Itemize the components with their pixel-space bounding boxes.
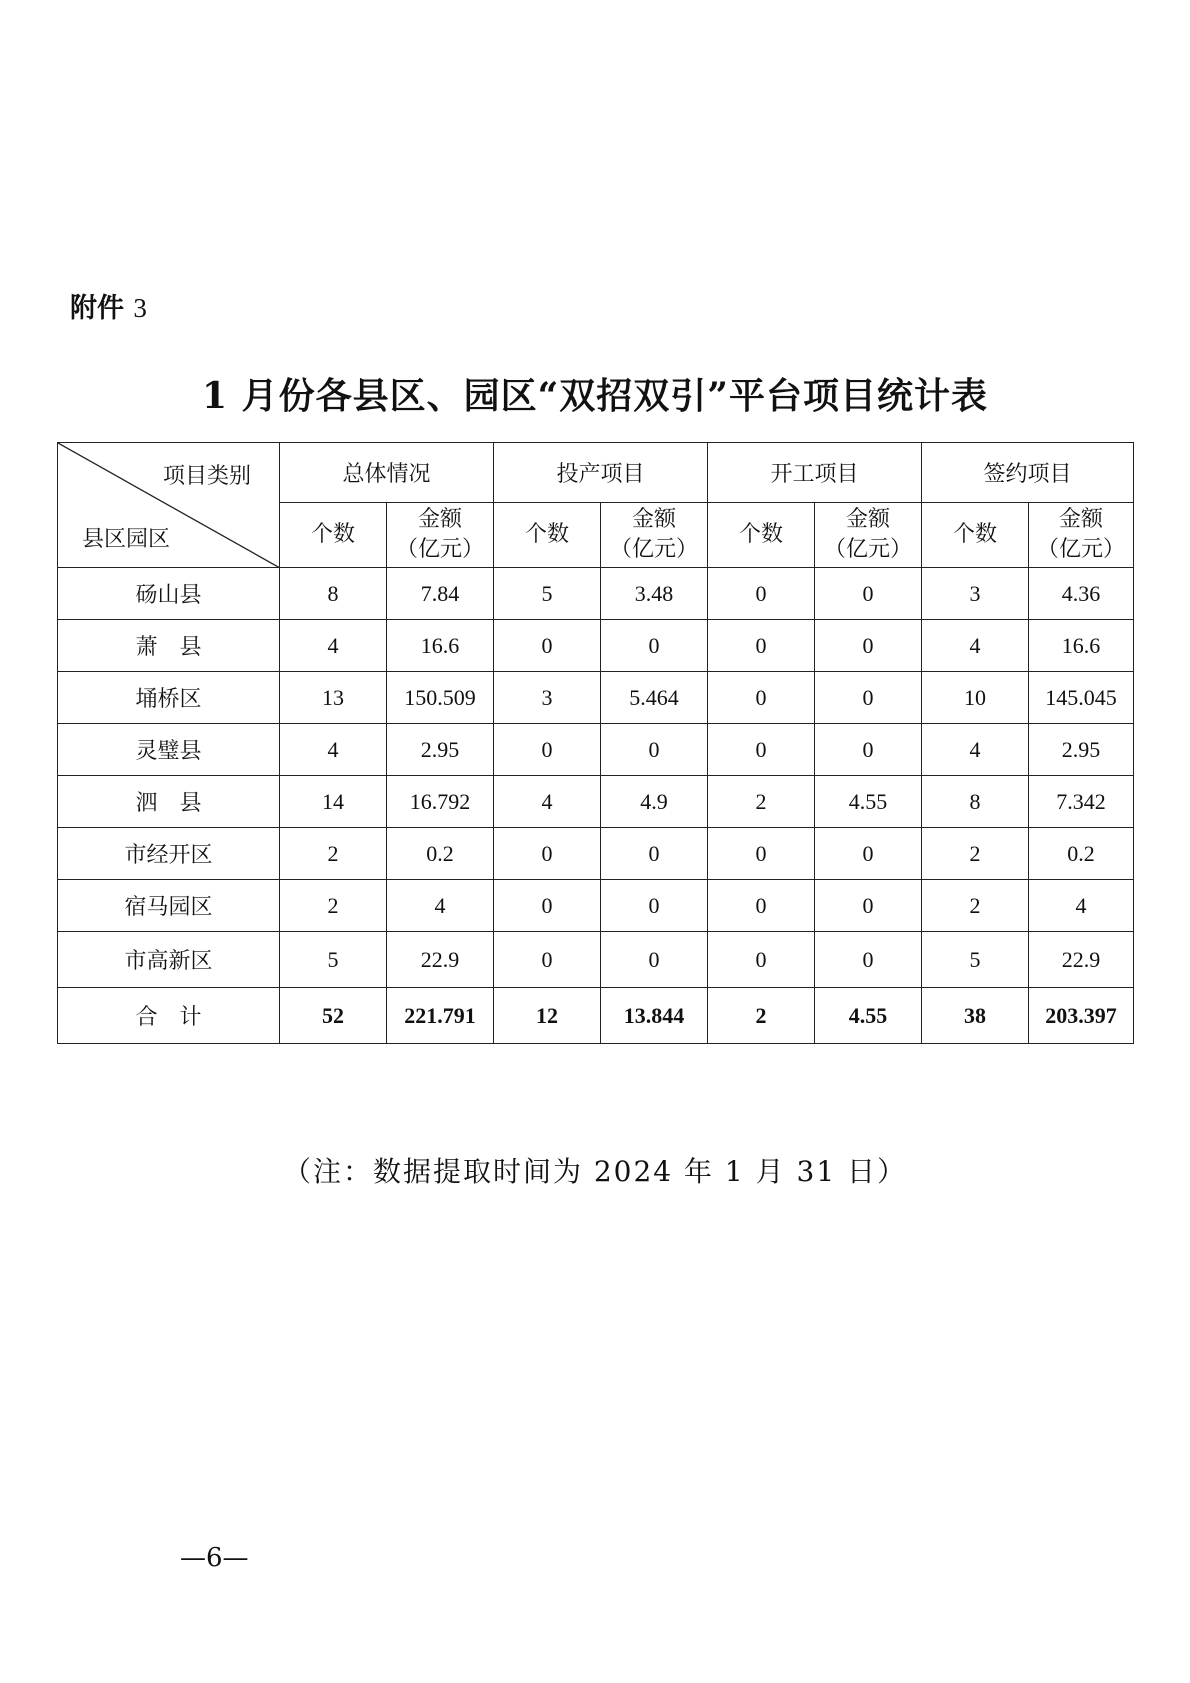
table-cell: 13 bbox=[280, 672, 387, 724]
amount-label: 金额 bbox=[418, 507, 463, 532]
amount-unit: （亿元） bbox=[396, 537, 485, 562]
table-cell: 0 bbox=[708, 880, 815, 932]
table-cell: 5 bbox=[922, 932, 1029, 988]
table-cell: 0 bbox=[815, 672, 922, 724]
table-cell: 4 bbox=[922, 724, 1029, 776]
table-cell: 4 bbox=[494, 776, 601, 828]
corner-header-cell bbox=[58, 443, 280, 568]
region-name: 灵璧县 bbox=[58, 724, 280, 776]
table-cell: 38 bbox=[922, 988, 1029, 1044]
table-title: 1 月份各县区、园区“双招双引”平台项目统计表 bbox=[202, 375, 988, 417]
attachment-number: 3 bbox=[133, 293, 147, 323]
table-cell: 4 bbox=[1029, 880, 1134, 932]
table-row bbox=[58, 776, 1134, 828]
table-cell: 3 bbox=[494, 672, 601, 724]
table-cell: 2 bbox=[922, 828, 1029, 880]
table-cell: 5 bbox=[280, 932, 387, 988]
table-row bbox=[58, 724, 1134, 776]
table-cell: 203.397 bbox=[1029, 988, 1134, 1044]
table-cell: 4.36 bbox=[1029, 568, 1134, 620]
table-cell: 13.844 bbox=[601, 988, 708, 1044]
table-cell: 221.791 bbox=[387, 988, 494, 1044]
table-cell: 0 bbox=[601, 828, 708, 880]
table-cell: 0 bbox=[708, 724, 815, 776]
table-cell: 7.342 bbox=[1029, 776, 1134, 828]
region-name: 宿马园区 bbox=[58, 880, 280, 932]
table-cell: 5.464 bbox=[601, 672, 708, 724]
sub-header-amount-construction bbox=[815, 503, 922, 568]
table-cell: 4 bbox=[922, 620, 1029, 672]
amount-unit: （亿元） bbox=[824, 537, 913, 562]
sub-header-amount-signed bbox=[1029, 503, 1134, 568]
table-cell: 2.95 bbox=[1029, 724, 1134, 776]
table-row bbox=[58, 568, 1134, 620]
table-cell: 0.2 bbox=[1029, 828, 1134, 880]
amount-unit: （亿元） bbox=[1037, 537, 1126, 562]
table-cell: 4 bbox=[280, 724, 387, 776]
table-cell: 0 bbox=[494, 880, 601, 932]
table-cell: 0 bbox=[815, 828, 922, 880]
table-cell: 16.6 bbox=[387, 620, 494, 672]
table-cell: 0 bbox=[494, 620, 601, 672]
table-cell: 22.9 bbox=[1029, 932, 1134, 988]
region-name: 萧 县 bbox=[58, 620, 280, 672]
table-row bbox=[58, 620, 1134, 672]
table-cell: 52 bbox=[280, 988, 387, 1044]
table-cell: 150.509 bbox=[387, 672, 494, 724]
table-cell: 2 bbox=[708, 988, 815, 1044]
table-cell: 0 bbox=[815, 880, 922, 932]
table-cell: 0 bbox=[708, 828, 815, 880]
table-row bbox=[58, 672, 1134, 724]
total-row bbox=[58, 988, 1134, 1044]
table-cell: 0 bbox=[708, 620, 815, 672]
table-cell: 4 bbox=[387, 880, 494, 932]
table-cell: 2 bbox=[708, 776, 815, 828]
table-cell: 0 bbox=[815, 932, 922, 988]
table-cell: 22.9 bbox=[387, 932, 494, 988]
group-header-production: 投产项目 bbox=[494, 443, 708, 503]
table-cell: 2 bbox=[280, 828, 387, 880]
table-cell: 10 bbox=[922, 672, 1029, 724]
table-cell: 7.84 bbox=[387, 568, 494, 620]
table-cell: 3.48 bbox=[601, 568, 708, 620]
table-cell: 8 bbox=[922, 776, 1029, 828]
table-cell: 4 bbox=[280, 620, 387, 672]
table-body bbox=[58, 568, 1134, 1044]
table-row bbox=[58, 932, 1134, 988]
sub-header-count-production: 个数 bbox=[494, 503, 601, 568]
table-cell: 14 bbox=[280, 776, 387, 828]
table-cell: 0 bbox=[708, 568, 815, 620]
table-cell: 2 bbox=[280, 880, 387, 932]
sub-header-count-overall: 个数 bbox=[280, 503, 387, 568]
amount-unit: （亿元） bbox=[610, 537, 699, 562]
table-cell: 0 bbox=[494, 828, 601, 880]
region-name: 市经开区 bbox=[58, 828, 280, 880]
table-cell: 8 bbox=[280, 568, 387, 620]
corner-top-label: 项目类别 bbox=[162, 464, 251, 489]
table-cell: 0 bbox=[815, 568, 922, 620]
table-cell: 4.55 bbox=[815, 776, 922, 828]
sub-header-count-construction: 个数 bbox=[708, 503, 815, 568]
table-cell: 0.2 bbox=[387, 828, 494, 880]
table-cell: 0 bbox=[708, 932, 815, 988]
table-cell: 4.9 bbox=[601, 776, 708, 828]
page-number: —6— bbox=[180, 1543, 249, 1573]
corner-bottom-label: 县区园区 bbox=[82, 527, 171, 552]
group-header-construction: 开工项目 bbox=[708, 443, 922, 503]
table-cell: 0 bbox=[601, 724, 708, 776]
table-cell: 0 bbox=[815, 620, 922, 672]
table-row bbox=[58, 880, 1134, 932]
table-cell: 0 bbox=[601, 880, 708, 932]
table-cell: 5 bbox=[494, 568, 601, 620]
table-cell: 4.55 bbox=[815, 988, 922, 1044]
statistics-table bbox=[57, 442, 1134, 1044]
data-note: （注：数据提取时间为 2024 年 1 月 31 日） bbox=[282, 1155, 908, 1188]
region-name: 市高新区 bbox=[58, 932, 280, 988]
table-row bbox=[58, 828, 1134, 880]
table-cell: 3 bbox=[922, 568, 1029, 620]
region-name: 泗 县 bbox=[58, 776, 280, 828]
sub-header-amount-production bbox=[601, 503, 708, 568]
table-cell: 2.95 bbox=[387, 724, 494, 776]
table-cell: 0 bbox=[601, 620, 708, 672]
table-cell: 0 bbox=[494, 724, 601, 776]
table-cell: 16.6 bbox=[1029, 620, 1134, 672]
amount-label: 金额 bbox=[632, 507, 677, 532]
sub-header-amount-overall bbox=[387, 503, 494, 568]
group-header-overall: 总体情况 bbox=[280, 443, 494, 503]
amount-label: 金额 bbox=[846, 507, 891, 532]
region-name: 埇桥区 bbox=[58, 672, 280, 724]
amount-label: 金额 bbox=[1059, 507, 1104, 532]
table-cell: 16.792 bbox=[387, 776, 494, 828]
attachment-word: 附件 bbox=[70, 293, 124, 324]
attachment-label bbox=[70, 286, 147, 325]
sub-header-count-signed: 个数 bbox=[922, 503, 1029, 568]
table-cell: 145.045 bbox=[1029, 672, 1134, 724]
region-name: 砀山县 bbox=[58, 568, 280, 620]
table-cell: 0 bbox=[708, 672, 815, 724]
table-cell: 12 bbox=[494, 988, 601, 1044]
table-cell: 0 bbox=[601, 932, 708, 988]
table-cell: 2 bbox=[922, 880, 1029, 932]
group-header-signed: 签约项目 bbox=[922, 443, 1134, 503]
table-cell: 0 bbox=[494, 932, 601, 988]
region-name: 合 计 bbox=[58, 988, 280, 1044]
table-cell: 0 bbox=[815, 724, 922, 776]
